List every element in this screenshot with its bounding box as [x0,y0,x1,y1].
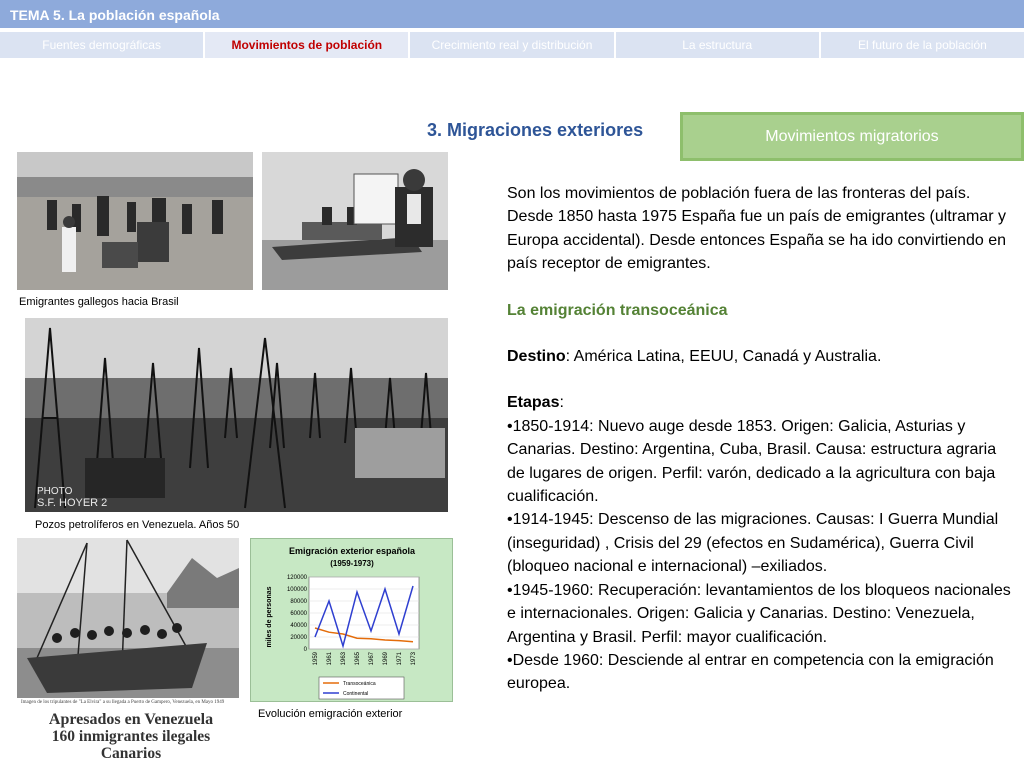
chart-ytick-label: 120000 [286,575,307,581]
oil-wells-caption: Pozos petrolíferos en Venezuela. Años 50 [35,519,240,531]
chart-ytick-label: 40000 [290,623,307,629]
main-text [507,182,1017,696]
chart-caption: Evolución emigración exterior [258,708,403,720]
chart-subtitle: (1959-1973) [330,559,374,568]
chart-ytick-label: 60000 [290,611,307,617]
destino-label: Destino [507,348,566,366]
chart-xtick-label: 1969 [383,652,389,666]
ship-poster-photo [262,152,448,290]
section-heading: 3. Migraciones exteriores [427,120,644,140]
sailboat-photo [17,538,239,762]
etapa-item: •1945-1960: Recuperación: levantamientos de los bloqueos nacionales e internacionales. Origen: Galicia y Canarias. Destino: Venezuela, Argentina y Brasil. Perfil: mayor cualificación. [507,581,1011,646]
etapas-label: Etapas [507,394,560,412]
sailboat-headline-1: Apresados en Venezuela [48,711,214,728]
chart-xtick-label: 1973 [411,652,417,666]
nav-tabs [0,32,1024,58]
page-title: TEMA 5. La población española [0,0,1024,30]
chart-ylabel: miles de personas [266,586,273,648]
tab-futuro-poblacion[interactable]: El futuro de la población [821,32,1024,58]
oil-wells-photo [25,318,448,512]
topic-tag[interactable]: Movimientos migratorios [680,112,1024,161]
tab-fuentes-demograficas[interactable]: Fuentes demográficas [0,32,205,58]
subheading-transoceanica: La emigración transoceánica [507,301,728,319]
chart-canvas [251,539,454,703]
emigration-chart [250,538,453,702]
legend-label-transoceanica: Transoceánica [343,681,376,687]
tab-la-estructura[interactable]: La estructura [616,32,821,58]
chart-ytick-label: 0 [303,647,307,653]
etapa-item: •1850-1914: Nuevo auge desde 1853. Origen: Galicia, Asturias y Canarias. Destino: Argentina, Cuba, Brasil. Causa: estructura agraria de lugares de origen. Perfil: varón, dedicado a la agricultura con baja cualificación. [507,417,997,506]
etapas-colon: : [559,394,564,412]
destino-text: : América Latina, EEUU, Canadá y Australia. [565,348,882,366]
chart-xtick-label: 1961 [327,652,333,666]
chart-xtick-label: 1967 [369,652,375,666]
chart-xtick-label: 1965 [355,652,361,666]
etapas-heading [507,391,1017,414]
oil-photo-stamp-line2: S.F. HOYER 2 [37,497,108,509]
sailboat-headline-2: 160 inmigrantes ilegales Canarios [51,728,211,762]
legend-label-continental: Continental [343,691,369,697]
tab-movimientos-de-poblacion[interactable]: Movimientos de población [205,32,410,58]
tab-crecimiento-real[interactable]: Crecimiento real y distribución [410,32,615,58]
chart-ytick-label: 80000 [290,599,307,605]
sailboat-photo-note: Imagen de los tripulantes de "La Elvira" a su llegada a Puerto de Gampero, Venezuela, en Mayo 1949 [21,700,225,705]
chart-ytick-label: 20000 [290,635,307,641]
intro-paragraph: Son los movimientos de población fuera de las fronteras del país. Desde 1850 hasta 1975 España fue un país de emigrantes (ultramar y Europa accidental). Desde entonces España se ha ido convirtiendo en país receptor de emigrantes. [507,185,1006,273]
etapa-item: •1914-1945: Descenso de las migraciones. Causas: I Guerra Mundial (inseguridad) , Crisis del 29 (efectos en Sudamérica), Guerra Civil (bloqueo nacional e internacional) –exiliados. [507,511,999,576]
chart-title: Emigración exterior española [288,546,416,556]
etapa-item: •Desde 1960: Desciende al entrar en competencia con la emigración europea. [507,651,994,693]
emigrants-photo [17,152,253,290]
chart-xtick-label: 1959 [313,652,319,666]
chart-xtick-label: 1963 [341,652,347,666]
chart-ytick-label: 100000 [286,587,307,593]
oil-photo-stamp-line1: PHOTO [37,486,73,497]
emigrants-caption: Emigrantes gallegos hacia Brasil [19,296,179,308]
destino-line [507,345,1017,368]
chart-xtick-label: 1971 [397,652,403,666]
